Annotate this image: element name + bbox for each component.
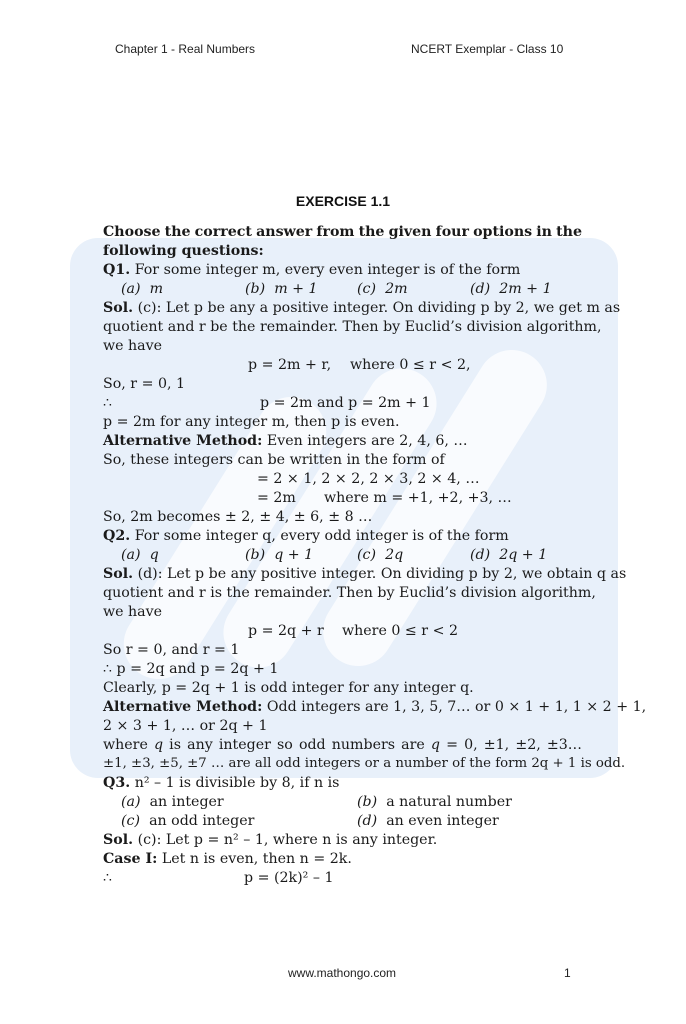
- word: integer: [218, 737, 271, 753]
- word: odd: [298, 737, 326, 753]
- word: given: [388, 224, 432, 240]
- alt-label: Alternative Method:: [103, 433, 263, 449]
- option-value: 2q + 1: [499, 547, 548, 563]
- option-key: (b): [357, 794, 378, 810]
- word: Choose: [103, 224, 161, 240]
- q2-alt-line-4: ±1, ±3, ±5, ±7 … are all odd integers or a number of the form 2q + 1 is odd.: [103, 756, 626, 771]
- q3-case-1: [103, 850, 352, 868]
- word: four: [435, 224, 469, 240]
- word: correct: [194, 224, 252, 240]
- q2-option-c: [357, 546, 403, 564]
- word: so: [277, 737, 293, 753]
- q1-equation-1-condition: where 0 ≤ r < 2,: [350, 357, 471, 373]
- q1-option-a: [121, 280, 163, 298]
- q1-solution-line-1: [103, 299, 620, 317]
- q2-solution-line-1: [103, 565, 626, 583]
- word: the: [164, 224, 191, 240]
- sol-text: (c): Let p = n² – 1, where n is any integer.: [137, 832, 438, 848]
- therefore-symbol: ∴: [103, 870, 113, 886]
- q2-alt-line-3: [103, 736, 582, 754]
- q2-remainder-values: So r = 0, and r = 1: [103, 642, 240, 658]
- sol-label: Sol.: [103, 566, 134, 582]
- word: answer: [256, 224, 313, 240]
- q1-solution-line-3: we have: [103, 338, 163, 354]
- sol-text: (d): Let p be any positive integer. On dividing p by 2, we obtain q as: [137, 566, 627, 582]
- q2-option-b: [245, 546, 313, 564]
- option-key: (a): [121, 547, 141, 563]
- word: ±1,: [483, 737, 510, 753]
- option-key: (b): [245, 281, 266, 297]
- option-value: m: [149, 281, 164, 297]
- word: q: [153, 737, 164, 753]
- q3-solution-line-1: [103, 831, 437, 849]
- q1-alt-line-2: So, these integers can be written in the form of: [103, 452, 445, 468]
- q1-text: For some integer m, every even integer is of the form: [134, 262, 521, 278]
- word: the: [556, 224, 582, 240]
- q2-label: Q2.: [103, 528, 131, 544]
- q2-option-a: [121, 546, 159, 564]
- therefore-symbol: ∴: [103, 395, 113, 411]
- q3-equation: p = (2k)² – 1: [244, 870, 334, 886]
- option-value: 2m + 1: [499, 281, 552, 297]
- option-key: (a): [121, 281, 141, 297]
- word: are: [401, 737, 425, 753]
- q2-solution-line-3: we have: [103, 604, 163, 620]
- q1-option-c: [357, 280, 408, 298]
- q2-equation-1-condition: where 0 ≤ r < 2: [342, 623, 459, 639]
- instruction-line-1: [103, 223, 582, 241]
- word: =: [446, 737, 458, 753]
- option-value: q + 1: [274, 547, 314, 563]
- option-value: an even integer: [386, 813, 499, 829]
- footer-url[interactable]: www.mathongo.com: [288, 966, 397, 980]
- q1-solution-line-2: quotient and r be the remainder. Then by Euclid’s division algorithm,: [103, 319, 602, 335]
- option-key: (d): [357, 813, 378, 829]
- q2-text: For some integer q, every odd integer is of the form: [134, 528, 509, 544]
- sol-label: Sol.: [103, 832, 134, 848]
- option-value: q: [149, 547, 159, 563]
- q3-text: n² – 1 is divisible by 8, if n is: [134, 775, 340, 791]
- sol-label: Sol.: [103, 300, 134, 316]
- q1-question: [103, 261, 520, 279]
- q1-option-b: [245, 280, 318, 298]
- option-value: 2q: [385, 547, 404, 563]
- word: ±3…: [546, 737, 582, 753]
- q3-option-b: [357, 793, 512, 811]
- option-key: (d): [470, 547, 491, 563]
- q1-remainder-values: So, r = 0, 1: [103, 376, 186, 392]
- option-value: an odd integer: [149, 813, 255, 829]
- instruction-line-2: following questions:: [103, 243, 264, 259]
- q2-solution-line-2: quotient and r is the remainder. Then by Euclid’s division algorithm,: [103, 585, 596, 601]
- q1-alt-line-3: = 2 × 1, 2 × 2, 2 × 3, 2 × 4, …: [257, 471, 480, 487]
- option-value: an integer: [149, 794, 224, 810]
- q3-question: [103, 774, 339, 792]
- q1-alternative-method: [103, 432, 468, 450]
- alt-label: Alternative Method:: [103, 699, 263, 715]
- word: ±2,: [515, 737, 541, 753]
- q3-option-c: [121, 812, 254, 830]
- q3-option-d: [357, 812, 499, 830]
- option-value: 2m: [385, 281, 408, 297]
- option-value: m + 1: [274, 281, 318, 297]
- option-key: (c): [357, 281, 377, 297]
- word: in: [536, 224, 552, 240]
- q1-conclusion: p = 2m for any integer m, then p is even.: [103, 414, 400, 430]
- q2-equation-2: ∴ p = 2q and p = 2q + 1: [103, 661, 279, 677]
- q3-option-a: [121, 793, 224, 811]
- case-label: Case I:: [103, 851, 158, 867]
- word: options: [473, 224, 533, 240]
- option-value: a natural number: [386, 794, 512, 810]
- word: any: [187, 737, 213, 753]
- q2-alt-line-2: 2 × 3 + 1, … or 2q + 1: [103, 718, 268, 734]
- word: the: [358, 224, 385, 240]
- option-key: (b): [245, 547, 266, 563]
- q3-label: Q3.: [103, 775, 131, 791]
- alt-text: Even integers are 2, 4, 6, …: [266, 433, 468, 449]
- q2-equation-1: p = 2q + r: [248, 623, 324, 639]
- q2-conclusion: Clearly, p = 2q + 1 is odd integer for any integer q.: [103, 680, 474, 696]
- option-key: (a): [121, 794, 141, 810]
- case-text: Let n is even, then n = 2k.: [161, 851, 352, 867]
- word: q: [430, 737, 440, 753]
- word: 0,: [464, 737, 478, 753]
- page-number: 1: [564, 966, 571, 980]
- sol-text: (c): Let p be any a positive integer. On dividing p by 2, we get m as: [137, 300, 621, 316]
- header-book: NCERT Exemplar - Class 10: [411, 42, 564, 56]
- word: where: [103, 737, 148, 753]
- option-key: (c): [121, 813, 141, 829]
- q1-alt-line-5: So, 2m becomes ± 2, ± 4, ± 6, ± 8 …: [103, 509, 373, 525]
- q2-option-d: [470, 546, 547, 564]
- q1-label: Q1.: [103, 262, 131, 278]
- q1-equation-2: p = 2m and p = 2m + 1: [260, 395, 431, 411]
- option-key: (d): [470, 281, 491, 297]
- header-chapter: Chapter 1 - Real Numbers: [115, 42, 256, 56]
- q1-alt-line-4-condition: where m = +1, +2, +3, …: [324, 490, 512, 506]
- q2-question: [103, 527, 509, 545]
- alt-text: Odd integers are 1, 3, 5, 7… or 0 × 1 + 1, 1 × 2 + 1,: [266, 699, 647, 715]
- word: from: [316, 224, 355, 240]
- exercise-title: EXERCISE 1.1: [295, 193, 391, 209]
- q1-alt-line-4: = 2m: [257, 490, 296, 506]
- word: is: [169, 737, 181, 753]
- q1-equation-1: p = 2m + r,: [248, 357, 332, 373]
- q2-alternative-method: [103, 698, 646, 716]
- word: numbers: [331, 737, 396, 753]
- option-key: (c): [357, 547, 377, 563]
- q1-option-d: [470, 280, 552, 298]
